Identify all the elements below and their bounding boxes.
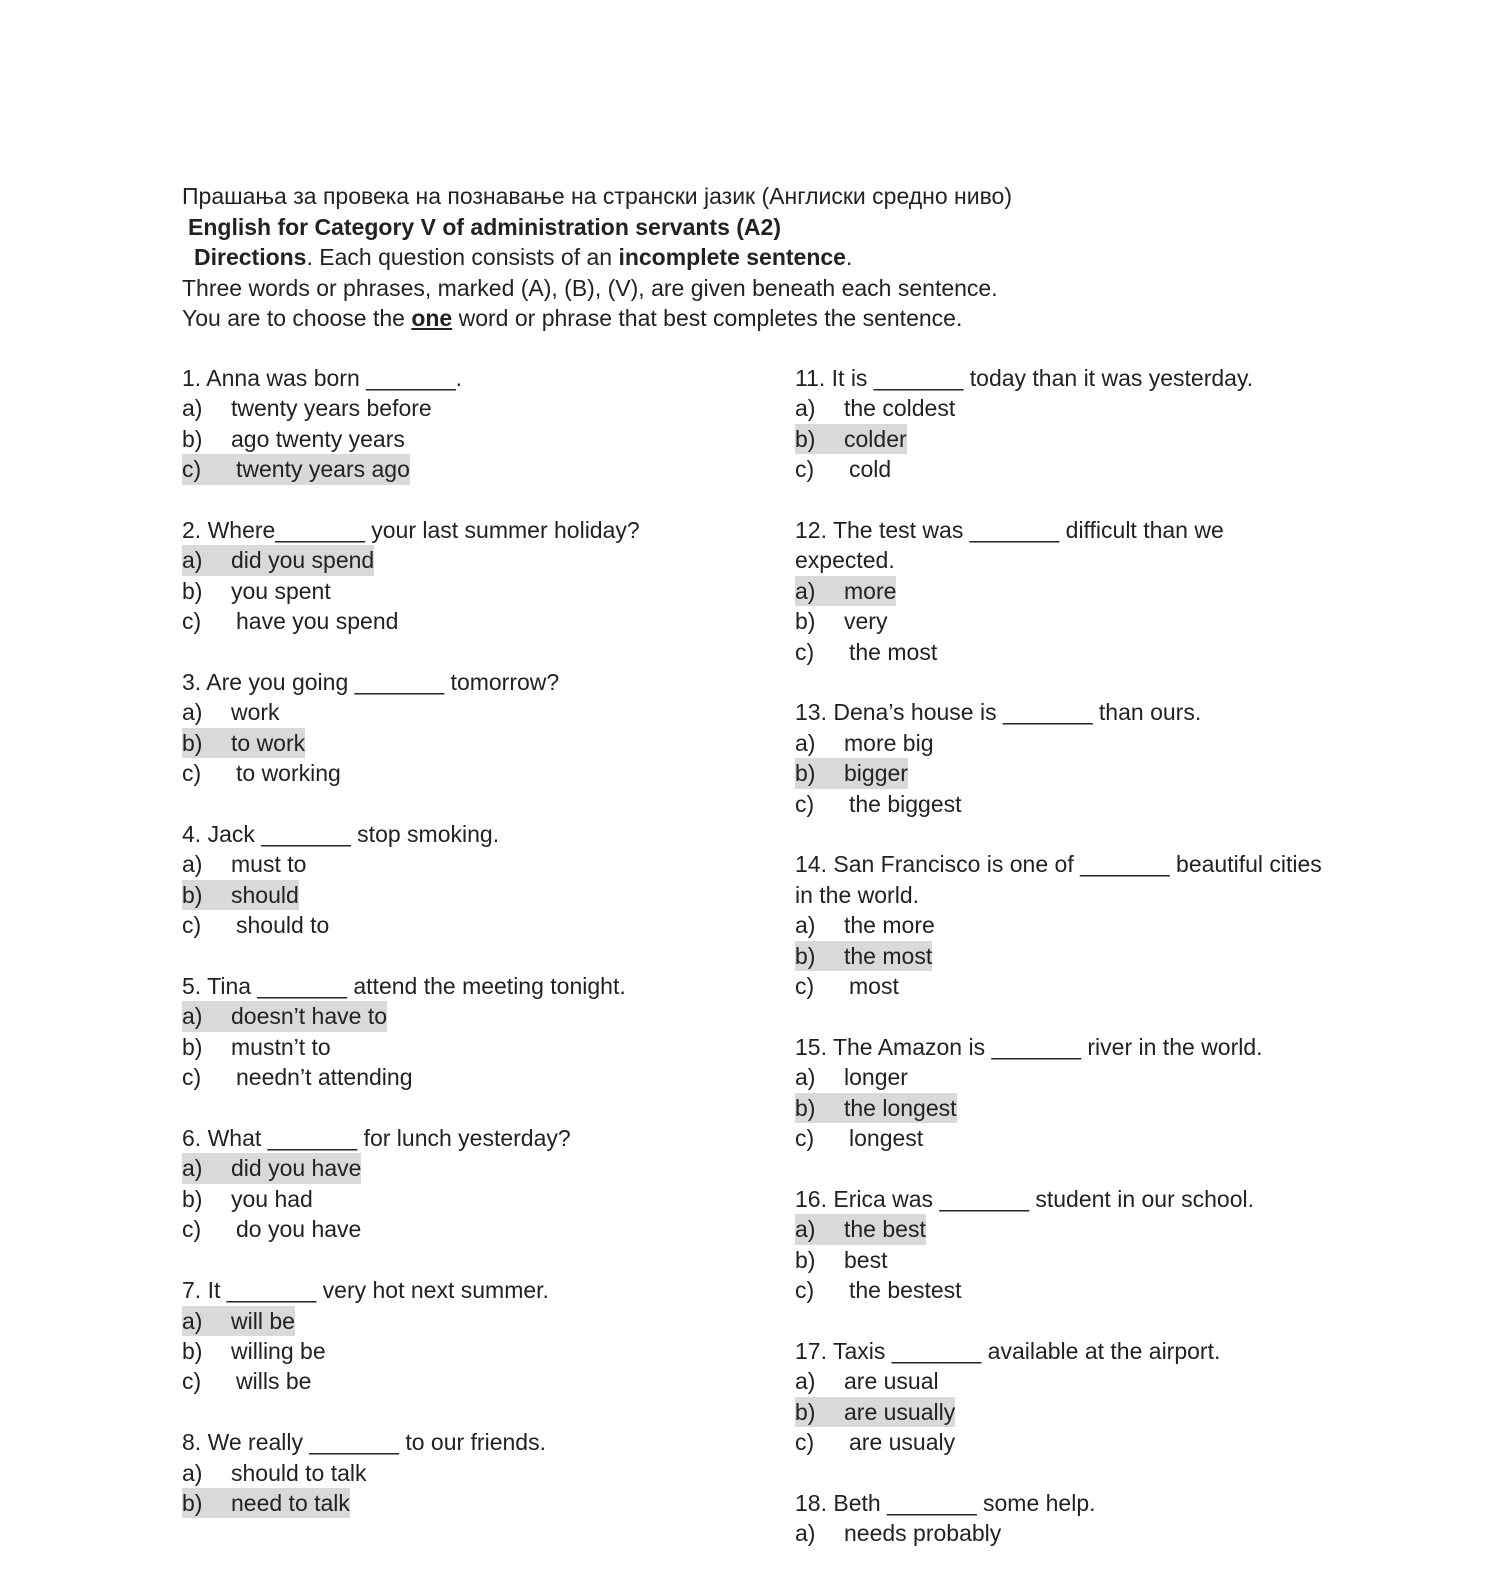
option-letter: b) [182, 425, 203, 452]
option-letter: a) [795, 1368, 816, 1395]
answer-option [795, 941, 1325, 971]
answer-option-content [795, 454, 891, 484]
question-item [795, 1032, 1325, 1154]
question-item [182, 1427, 742, 1518]
option-text: cold [849, 456, 892, 483]
option-text: have you spend [236, 608, 399, 635]
answer-option [182, 1214, 742, 1244]
answer-option-highlighted [795, 424, 907, 454]
option-letter: b) [182, 881, 203, 908]
answer-option-content [795, 1123, 923, 1153]
option-text: longest [849, 1125, 924, 1152]
option-letter: a) [182, 1307, 203, 1334]
option-text: you had [231, 1185, 313, 1212]
option-letter: b) [795, 942, 816, 969]
answer-option-content [182, 1214, 361, 1244]
option-text: twenty years before [231, 395, 432, 422]
option-letter: a) [795, 577, 816, 604]
answer-option [182, 424, 742, 454]
option-letter: b) [795, 1398, 816, 1425]
question-item [182, 515, 742, 637]
choose-post: word or phrase that best completes the sentence. [452, 305, 963, 331]
question-item [795, 363, 1325, 485]
answer-option-content [795, 910, 935, 940]
questions-left-column [182, 363, 742, 1549]
option-letter: a) [182, 1459, 203, 1486]
option-text: to working [236, 760, 341, 787]
option-letter: c) [182, 1368, 202, 1395]
question-item [795, 849, 1325, 1001]
answer-option [795, 424, 1325, 454]
option-letter: a) [182, 1003, 203, 1030]
answer-option [795, 728, 1325, 758]
question-item [795, 1336, 1325, 1458]
option-text: the most [849, 638, 938, 665]
option-text: should to [236, 912, 330, 939]
answer-option [795, 1214, 1325, 1244]
answer-option-content [795, 971, 899, 1001]
answer-option-highlighted [182, 454, 410, 484]
option-text: best [844, 1246, 888, 1273]
answer-option [182, 1458, 742, 1488]
answer-option-content [182, 910, 329, 940]
question-stem: 3. Are you going _______ tomorrow? [182, 669, 560, 696]
question-stem: 12. The test was _______ difficult than we expected. [795, 517, 1224, 574]
option-letter: b) [795, 1094, 816, 1121]
question-item [182, 971, 742, 1093]
option-text: will be [231, 1307, 295, 1334]
option-text: willing be [231, 1337, 326, 1364]
option-text: the bestest [849, 1277, 962, 1304]
option-text: more [844, 577, 897, 604]
answer-option [795, 1123, 1325, 1153]
directions-label: Directions [194, 244, 307, 270]
answer-option-highlighted [795, 576, 896, 606]
answer-option [182, 576, 742, 606]
answer-option-highlighted [182, 1001, 387, 1031]
option-letter: c) [795, 790, 815, 817]
option-letter: b) [795, 425, 816, 452]
option-letter: c) [182, 1216, 202, 1243]
option-letter: c) [182, 1064, 202, 1091]
answer-option [795, 1245, 1325, 1275]
option-text: the longest [844, 1094, 957, 1121]
answer-option-content [182, 697, 280, 727]
option-text: must to [231, 851, 307, 878]
answer-option-content [795, 1427, 955, 1457]
option-text: need to talk [231, 1489, 350, 1516]
answer-option [182, 1336, 742, 1366]
answer-option-highlighted [795, 1093, 957, 1123]
option-text: the biggest [849, 790, 962, 817]
option-text: needn’t attending [236, 1064, 413, 1091]
answer-option [182, 1366, 742, 1396]
answer-option-content [795, 1245, 887, 1275]
option-letter: b) [795, 608, 816, 635]
option-text: twenty years ago [236, 456, 410, 483]
answer-option-content [182, 1062, 413, 1092]
answer-option [795, 910, 1325, 940]
question-stem: 2. Where_______ your last summer holiday? [182, 517, 640, 544]
option-text: doesn’t have to [231, 1003, 388, 1030]
answer-option [795, 1093, 1325, 1123]
option-text: the most [844, 942, 933, 969]
answer-option [182, 1001, 742, 1031]
choose-one: one [411, 305, 453, 331]
answer-option [795, 454, 1325, 484]
answer-option [182, 728, 742, 758]
questions-right-column [795, 363, 1325, 1579]
question-item [795, 1488, 1325, 1549]
option-letter: b) [795, 1246, 816, 1273]
answer-option-content [182, 1458, 367, 1488]
option-letter: c) [795, 1429, 815, 1456]
option-text: are usually [844, 1398, 956, 1425]
option-letter: a) [182, 851, 203, 878]
directions-text: . Each question consists of an [306, 244, 619, 270]
option-text: very [844, 608, 888, 635]
option-text: did you have [231, 1155, 362, 1182]
question-stem: 7. It _______ very hot next summer. [182, 1277, 549, 1304]
question-stem: 16. Erica was _______ student in our school. [795, 1185, 1255, 1212]
option-text: the more [844, 912, 935, 939]
document-title: English for Category V of administration servants (A2) [188, 213, 781, 240]
answer-option [795, 637, 1325, 667]
answer-option [182, 697, 742, 727]
option-letter: a) [795, 729, 816, 756]
option-letter: c) [182, 760, 202, 787]
directions-line [182, 242, 1332, 273]
answer-option [182, 393, 742, 423]
answer-option-content [795, 1062, 908, 1092]
option-letter: b) [182, 1033, 203, 1060]
option-letter: b) [182, 1489, 203, 1516]
answer-option-highlighted [182, 1306, 295, 1336]
option-text: did you spend [231, 547, 375, 574]
option-letter: a) [795, 912, 816, 939]
option-text: should [231, 881, 299, 908]
directions-line-choose [182, 303, 1332, 334]
option-letter: b) [182, 1337, 203, 1364]
option-letter: a) [182, 395, 203, 422]
answer-option-highlighted [795, 758, 908, 788]
option-text: are usual [844, 1368, 939, 1395]
instructions-header [182, 181, 1332, 334]
question-stem: 14. San Francisco is one of _______ beautiful cities in the world. [795, 851, 1322, 908]
answer-option-content [795, 789, 962, 819]
answer-option [182, 758, 742, 788]
question-stem: 13. Dena’s house is _______ than ours. [795, 699, 1202, 726]
option-text: most [849, 973, 899, 1000]
answer-option [182, 606, 742, 636]
question-stem: 17. Taxis _______ available at the airport. [795, 1337, 1221, 1364]
answer-option-content [795, 1275, 962, 1305]
option-text: bigger [844, 760, 908, 787]
option-letter: c) [795, 456, 815, 483]
option-text: needs probably [844, 1520, 1002, 1547]
answer-option [182, 1184, 742, 1214]
directions-line-options: Three words or phrases, marked (A), (B), (V), are given beneath each sentence. [182, 274, 998, 301]
answer-option-content [795, 637, 937, 667]
answer-option [795, 758, 1325, 788]
question-stem: 11. It is _______ today than it was yesterday. [795, 365, 1254, 391]
answer-option [795, 1062, 1325, 1092]
option-text: longer [844, 1064, 908, 1091]
directions-bold-text: incomplete sentence [618, 244, 846, 270]
answer-option-highlighted [795, 1214, 926, 1244]
answer-option [795, 606, 1325, 636]
answer-option [182, 880, 742, 910]
option-text: the coldest [844, 395, 956, 422]
option-letter: a) [795, 1520, 816, 1547]
question-item [795, 697, 1325, 819]
option-text: are usualy [849, 1429, 956, 1456]
answer-option-content [182, 576, 331, 606]
answer-option-highlighted [795, 1397, 955, 1427]
answer-option-highlighted [182, 1153, 361, 1183]
option-text: the best [844, 1216, 926, 1243]
option-letter: b) [182, 729, 203, 756]
answer-option-content [182, 1366, 311, 1396]
option-text: ago twenty years [231, 425, 405, 452]
question-item [182, 667, 742, 789]
option-letter: c) [795, 1277, 815, 1304]
question-item [182, 1123, 742, 1245]
answer-option [795, 789, 1325, 819]
answer-option-highlighted [182, 1488, 350, 1518]
question-item [795, 515, 1325, 667]
option-letter: a) [795, 1216, 816, 1243]
option-letter: c) [795, 973, 815, 1000]
answer-option [182, 454, 742, 484]
question-item [182, 363, 742, 485]
option-letter: c) [182, 608, 202, 635]
option-letter: b) [182, 577, 203, 604]
option-letter: c) [795, 1125, 815, 1152]
question-stem: 8. We really _______ to our friends. [182, 1429, 546, 1456]
option-text: to work [231, 729, 306, 756]
option-letter: a) [182, 547, 203, 574]
answer-option-content [182, 424, 405, 454]
answer-option-content [795, 728, 933, 758]
answer-option [182, 849, 742, 879]
answer-option [182, 545, 742, 575]
answer-option-content [182, 606, 398, 636]
answer-option-highlighted [182, 728, 305, 758]
option-letter: a) [182, 1155, 203, 1182]
option-text: work [231, 699, 280, 726]
choose-pre: You are to choose the [182, 305, 412, 331]
answer-option-content [795, 393, 955, 423]
option-text: do you have [236, 1216, 362, 1243]
option-letter: c) [182, 912, 202, 939]
answer-option [795, 1518, 1325, 1548]
answer-option [182, 1032, 742, 1062]
answer-option [795, 576, 1325, 606]
answer-option-content [182, 1032, 331, 1062]
option-letter: a) [795, 395, 816, 422]
option-letter: c) [795, 638, 815, 665]
answer-option-content [182, 849, 306, 879]
question-item [795, 1184, 1325, 1306]
answer-option-highlighted [795, 941, 932, 971]
answer-option [795, 1427, 1325, 1457]
option-letter: a) [795, 1064, 816, 1091]
answer-option-content [182, 758, 341, 788]
option-letter: b) [182, 1185, 203, 1212]
answer-option-content [182, 1184, 313, 1214]
answer-option [182, 1062, 742, 1092]
answer-option-highlighted [182, 545, 374, 575]
answer-option [182, 1153, 742, 1183]
answer-option [182, 1306, 742, 1336]
answer-option-content [795, 1366, 939, 1396]
option-text: colder [844, 425, 907, 452]
option-text: more big [844, 729, 934, 756]
option-letter: a) [182, 699, 203, 726]
answer-option [795, 1275, 1325, 1305]
answer-option [182, 1488, 742, 1518]
answer-option [795, 971, 1325, 1001]
question-item [182, 819, 742, 941]
answer-option-highlighted [182, 880, 299, 910]
question-stem: 18. Beth _______ some help. [795, 1489, 1096, 1516]
directions-end: . [845, 244, 853, 270]
answer-option-content [795, 606, 887, 636]
option-text: you spent [231, 577, 331, 604]
answer-option-content [795, 1518, 1001, 1548]
answer-option [182, 910, 742, 940]
question-stem: 15. The Amazon is _______ river in the world. [795, 1033, 1263, 1060]
option-letter: c) [182, 456, 202, 483]
answer-option [795, 393, 1325, 423]
option-text: should to talk [231, 1459, 367, 1486]
question-stem: 5. Tina _______ attend the meeting tonight. [182, 973, 626, 1000]
answer-option [795, 1397, 1325, 1427]
question-stem: 6. What _______ for lunch yesterday? [182, 1125, 571, 1152]
option-text: mustn’t to [231, 1033, 331, 1060]
answer-option [795, 1366, 1325, 1396]
answer-option-content [182, 393, 432, 423]
question-item [182, 1275, 742, 1397]
option-letter: b) [795, 760, 816, 787]
question-stem: 4. Jack _______ stop smoking. [182, 821, 500, 848]
header-line-macedonian: Прашања за провека на познавање на странски јазик (Англиски средно ниво) [182, 183, 1013, 209]
answer-option-content [182, 1336, 326, 1366]
question-stem: 1. Anna was born _______. [182, 365, 463, 391]
option-text: wills be [236, 1368, 312, 1395]
